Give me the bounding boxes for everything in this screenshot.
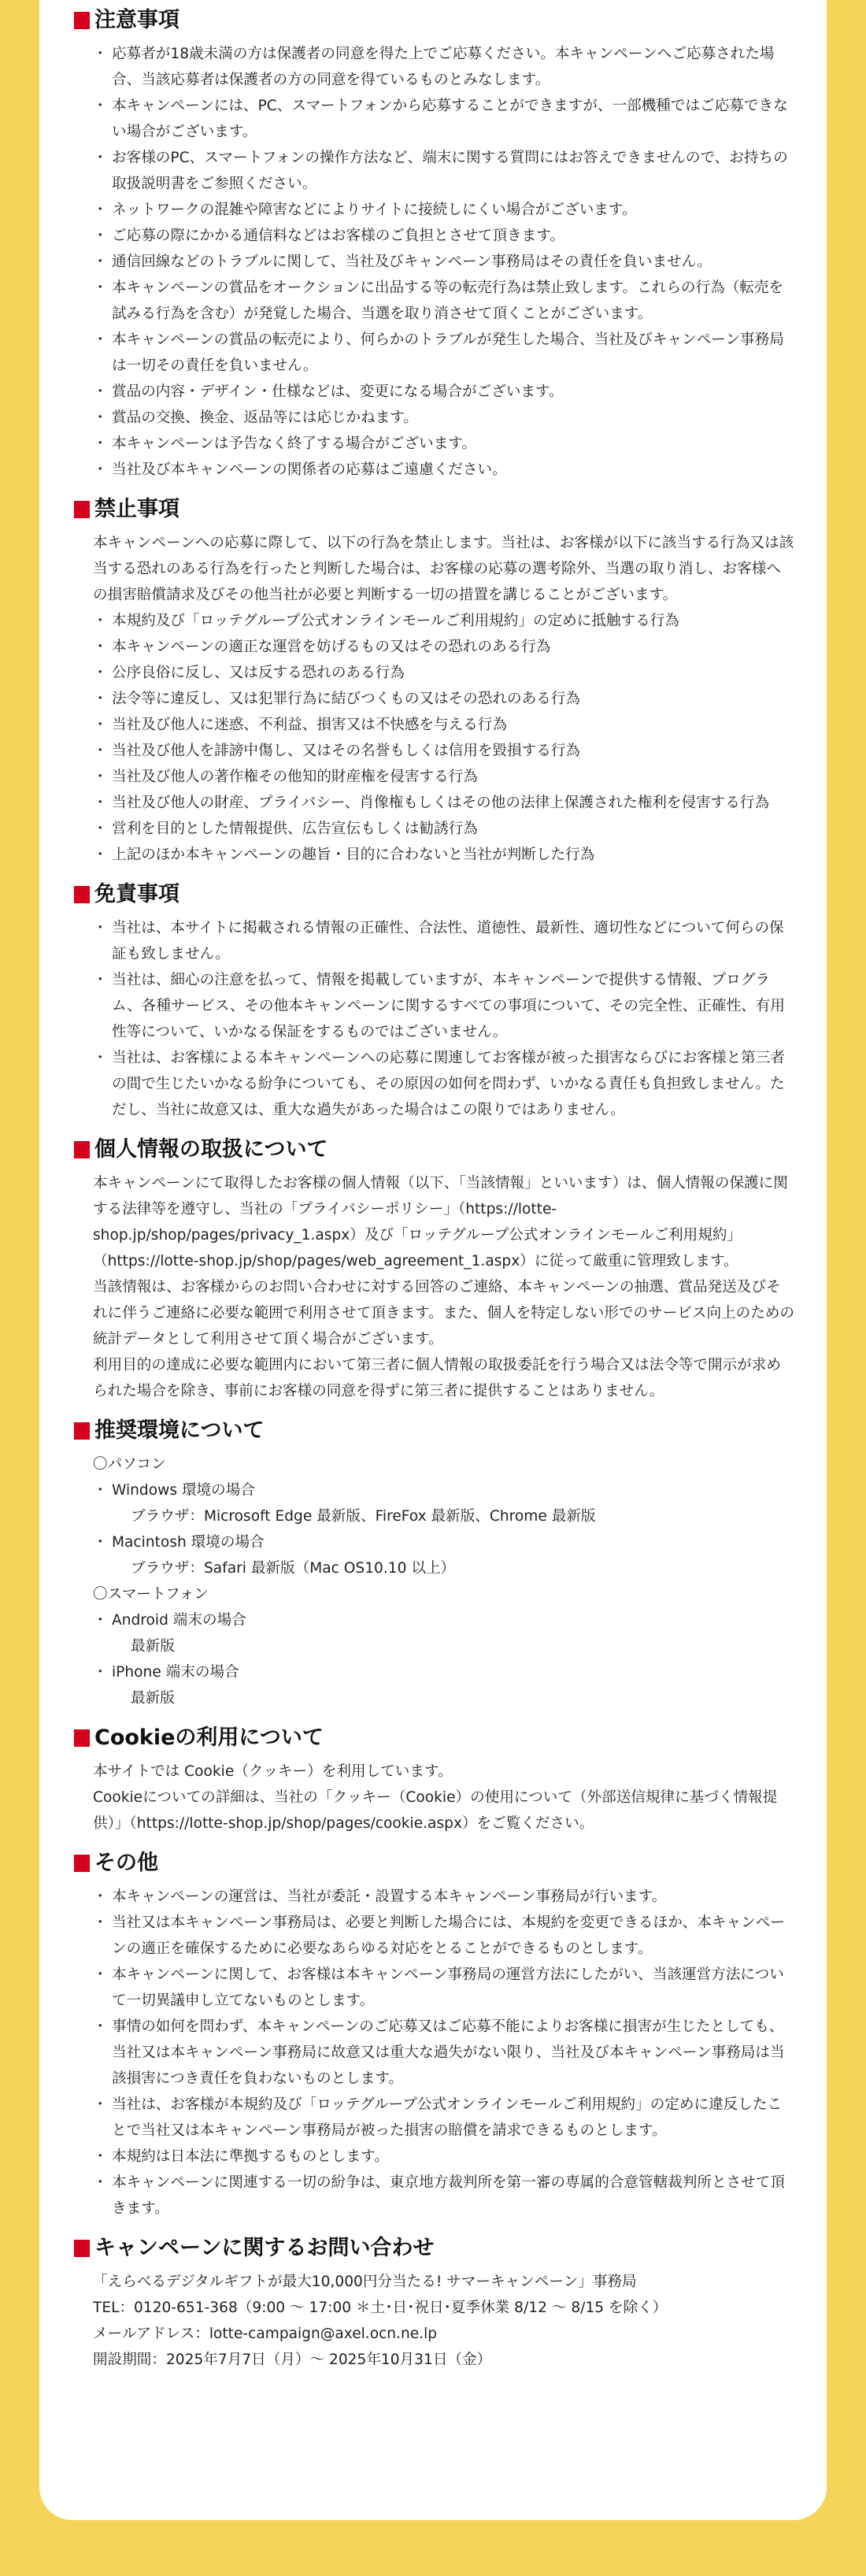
other-list	[76, 1884, 795, 2222]
heading-square-icon	[74, 1141, 90, 1158]
section-heading	[74, 494, 795, 525]
section-heading	[74, 1415, 795, 1447]
heading-square-icon	[74, 886, 90, 903]
list-item: ・ 上記のほか本キャンペーンの趣旨・目的に合わないと当社が判断した行為	[93, 842, 795, 868]
heading-square-icon	[74, 1729, 90, 1747]
heading-title: その他	[94, 1851, 158, 1875]
environment-list	[93, 1451, 795, 1711]
list-item: ・ 本キャンペーンの適正な運営を妨げるもの又はその恐れのある行為	[93, 634, 795, 660]
env-os: ・ Android 端末の場合	[93, 1607, 795, 1633]
heading-title: キャンペーンに関するお問い合わせ	[94, 2236, 435, 2260]
list-item: ・ 公序良俗に反し、又は反する恐れのある行為	[93, 660, 795, 686]
list-item: ・ 本キャンペーンに関連する一切の紛争は、東京地方裁判所を第一審の専属的合意管轄裁判所とさせて頂きます。	[93, 2170, 795, 2222]
contact-period: 開設期間：2025年7月7日（月）～ 2025年10月31日（金）	[93, 2352, 492, 2368]
heading-title: 推奨環境について	[94, 1418, 265, 1443]
list-item: ・ 本キャンペーンの賞品の転売により、何らかのトラブルが発生した場合、当社及びキャンペーン事務局は一切その責任を負いません。	[93, 327, 795, 379]
contact-email: メールアドレス：lotte-campaign@axel.ocn.ne.lp	[93, 2326, 438, 2342]
list-item: ・ 当社及び他人に迷惑、不利益、損害又は不快感を与える行為	[93, 712, 795, 738]
section-heading	[74, 1722, 795, 1754]
list-item: ・ 当社又は本キャンペーン事務局は、必要と判断した場合には、本規約を変更できるほか、本キャンペーンの適正を確保するために必要なあらゆる対応をとることができるものとします。	[93, 1910, 795, 1962]
list-item: ・ 通信回線などのトラブルに関して、当社及びキャンペーン事務局はその責任を負いません。	[93, 249, 795, 275]
section-heading	[74, 879, 795, 910]
heading-square-icon	[74, 1855, 90, 1872]
privacy-paragraph: 利用目的の達成に必要な範囲内において第三者に個人情報の取扱委託を行う場合又は法令等で開示が求められた場合を除き、事前にお客様の同意を得ずに第三者に提供することはありません。	[93, 1357, 781, 1399]
heading-title: 注意事項	[94, 8, 179, 32]
env-browser: 最新版	[131, 1638, 175, 1655]
list-item: ・ 本規約は日本法に準拠するものとします。	[93, 2144, 795, 2170]
env-browser: ブラウザ：Safari 最新版（Mac OS10.10 以上）	[131, 1560, 456, 1577]
section-heading	[74, 1134, 795, 1166]
list-item: ・ ご応募の際にかかる通信料などはお客様のご負担とさせて頂きます。	[93, 223, 795, 249]
disclaimer-list	[76, 915, 795, 1123]
env-device: 〇パソコン	[93, 1456, 166, 1473]
env-browser: 最新版	[131, 1690, 175, 1707]
contact-tel: TEL：0120-651-368（9:00 ～ 17:00 ＊土･日･祝日･夏季休業 8/12 ～ 8/15 を除く）	[93, 2300, 668, 2316]
list-item: ・ 事情の如何を問わず、本キャンペーンのご応募又はご応募不能によりお客様に損害が生じたとしても、当社又は本キャンペーン事務局に故意又は重大な過失がない限り、当社及び本キャンペーン事務局は当該損害につき責任を負わないものとします。	[93, 2014, 795, 2092]
section-environment	[76, 1415, 795, 1711]
list-item: ・ 当社は、本サイトに掲載される情報の正確性、合法性、道徳性、最新性、適切性などについて何らの保証も致しません。	[93, 915, 795, 967]
list-item: ・ ネットワークの混雑や障害などによりサイトに接続しにくい場合がございます。	[93, 197, 795, 223]
list-item: ・ 当社は、お客様による本キャンペーンへの応募に関連してお客様が被った損害ならびにお客様と第三者の間で生じたいかなる紛争についても、その原因の如何を問わず、いかなる責任も負担致しません。ただし、当社に故意又は、重大な過失があった場合はこの限りではありません。	[93, 1045, 795, 1123]
list-item: ・ 本キャンペーンの運営は、当社が委託・設置する本キャンペーン事務局が行います。	[93, 1884, 795, 1910]
heading-square-icon	[74, 12, 90, 29]
section-heading	[74, 5, 795, 36]
list-item: ・ 本規約及び「ロッテグループ公式オンラインモールご利用規約」の定めに抵触する行為	[93, 608, 795, 634]
env-os: ・ Windows 環境の場合	[93, 1477, 795, 1503]
section-contact	[76, 2233, 795, 2373]
prohibited-intro: 本キャンペーンへの応募に際して、以下の行為を禁止します。当社は、お客様が以下に該当する行為又は該当する恐れのある行為を行ったと判断した場合は、お客様の応募の選考除外、当選の取り消し、お客様への損害賠償請求及びその他当社が必要と判断する一切の措置を講じることがございます。	[93, 535, 794, 603]
list-item: ・ 応募者が18歳未満の方は保護者の同意を得た上でご応募ください。本キャンペーンへご応募された場合、当該応募者は保護者の方の同意を得ているものとみなします。	[93, 41, 795, 93]
terms-card	[39, 0, 827, 2520]
list-item: ・ 賞品の内容・デザイン・仕様などは、変更になる場合がございます。	[93, 379, 795, 405]
list-item: ・ 賞品の交換、換金、返品等には応じかねます。	[93, 405, 795, 431]
section-privacy	[76, 1134, 795, 1404]
heading-square-icon	[74, 2240, 90, 2257]
list-item: ・ 当社及び他人を誹謗中傷し、又はその名誉もしくは信用を毀損する行為	[93, 738, 795, 764]
heading-square-icon	[74, 1422, 90, 1440]
prohibited-list	[76, 608, 795, 868]
list-item: ・ 当社及び本キャンペーンの関係者の応募はご遠慮ください。	[93, 457, 795, 483]
heading-square-icon	[74, 501, 90, 518]
contact-block	[93, 2269, 795, 2373]
heading-title: 免責事項	[94, 882, 179, 906]
cookie-paragraph: Cookieについての詳細は、当社の「クッキー（Cookie）の使用について（外部送信規律に基づく情報提供）」（https://lotte-shop.jp/shop/pages/cookie.aspx）をご覧ください。	[93, 1789, 778, 1832]
list-item: ・ 当社及び他人の著作権その他知的財産権を侵害する行為	[93, 764, 795, 790]
section-other	[76, 1848, 795, 2222]
cookie-paragraph: 本サイトでは Cookie（クッキー）を利用しています。	[93, 1763, 453, 1780]
section-prohibited	[76, 494, 795, 868]
list-item: ・ お客様のPC、スマートフォンの操作方法など、端末に関する質問にはお答えできませんので、お持ちの取扱説明書をご参照ください。	[93, 145, 795, 197]
env-browser: ブラウザ：Microsoft Edge 最新版、FireFox 最新版、Chrome 最新版	[131, 1508, 596, 1525]
heading-title: 禁止事項	[94, 497, 179, 521]
contact-office: 「えらべるデジタルギフトが最大10,000円分当たる! サマーキャンペーン」事務局	[93, 2274, 637, 2290]
list-item: ・ 当社及び他人の財産、プライバシー、肖像権もしくはその他の法律上保護された権利を侵害する行為	[93, 790, 795, 816]
list-item: ・ 本キャンペーンは予告なく終了する場合がございます。	[93, 431, 795, 457]
section-heading	[74, 1848, 795, 1879]
section-caution	[76, 0, 795, 483]
heading-title: Cookieの利用について	[94, 1725, 324, 1750]
env-os: ・ Macintosh 環境の場合	[93, 1529, 795, 1555]
caution-list	[76, 41, 795, 483]
list-item: ・ 当社は、お客様が本規約及び「ロッテグループ公式オンラインモールご利用規約」の定めに違反したことで当社又は本キャンペーン事務局が被った損害の賠償を請求できるものとします。	[93, 2092, 795, 2144]
list-item: ・ 法令等に違反し、又は犯罪行為に結びつくもの又はその恐れのある行為	[93, 686, 795, 712]
heading-title: 個人情報の取扱について	[94, 1137, 328, 1162]
list-item: ・ 本キャンペーンの賞品をオークションに出品する等の転売行為は禁止致します。これらの行為（転売を試みる行為を含む）が発覚した場合、当選を取り消させて頂くことがございます。	[93, 275, 795, 327]
section-disclaimer	[76, 879, 795, 1123]
list-item: ・ 営利を目的とした情報提供、広告宣伝もしくは勧誘行為	[93, 816, 795, 842]
list-item: ・ 本キャンペーンには、PC、スマートフォンから応募することができますが、一部機種ではご応募できない場合がございます。	[93, 93, 795, 145]
env-device: 〇スマートフォン	[93, 1586, 209, 1603]
privacy-paragraph: 本キャンペーンにて取得したお客様の個人情報（以下、「当該情報」といいます）は、個人情報の保護に関する法律等を遵守し、当社の「プライバシーポリシー」（https://lotte-shop.jp/shop/pages/privacy_1.aspx）及び「ロッテグループ公式オンラインモールご利用規約」（https://lotte-shop.jp/shop/pages/web_agreement_1.aspx）に従って厳重に管理致します。	[93, 1175, 788, 1269]
list-item: ・ 当社は、細心の注意を払って、情報を掲載していますが、本キャンペーンで提供する情報、プログラム、各種サービス、その他本キャンペーンに関するすべての事項について、その完全性、正確性、有用性等について、いかなる保証をするものではございません。	[93, 967, 795, 1045]
list-item: ・ 本キャンペーンに関して、お客様は本キャンペーン事務局の運営方法にしたがい、当該運営方法について一切異議申し立てないものとします。	[93, 1962, 795, 2014]
env-os: ・ iPhone 端末の場合	[93, 1659, 795, 1685]
section-cookie	[76, 1722, 795, 1837]
privacy-paragraph: 当該情報は、お客様からのお問い合わせに対する回答のご連絡、本キャンペーンの抽選、賞品発送及びそれに伴うご連絡に必要な範囲で利用させて頂きます。また、個人を特定しない形でのサービス向上のための統計データとして利用させて頂く場合がございます。	[93, 1279, 795, 1347]
section-heading	[74, 2233, 795, 2264]
